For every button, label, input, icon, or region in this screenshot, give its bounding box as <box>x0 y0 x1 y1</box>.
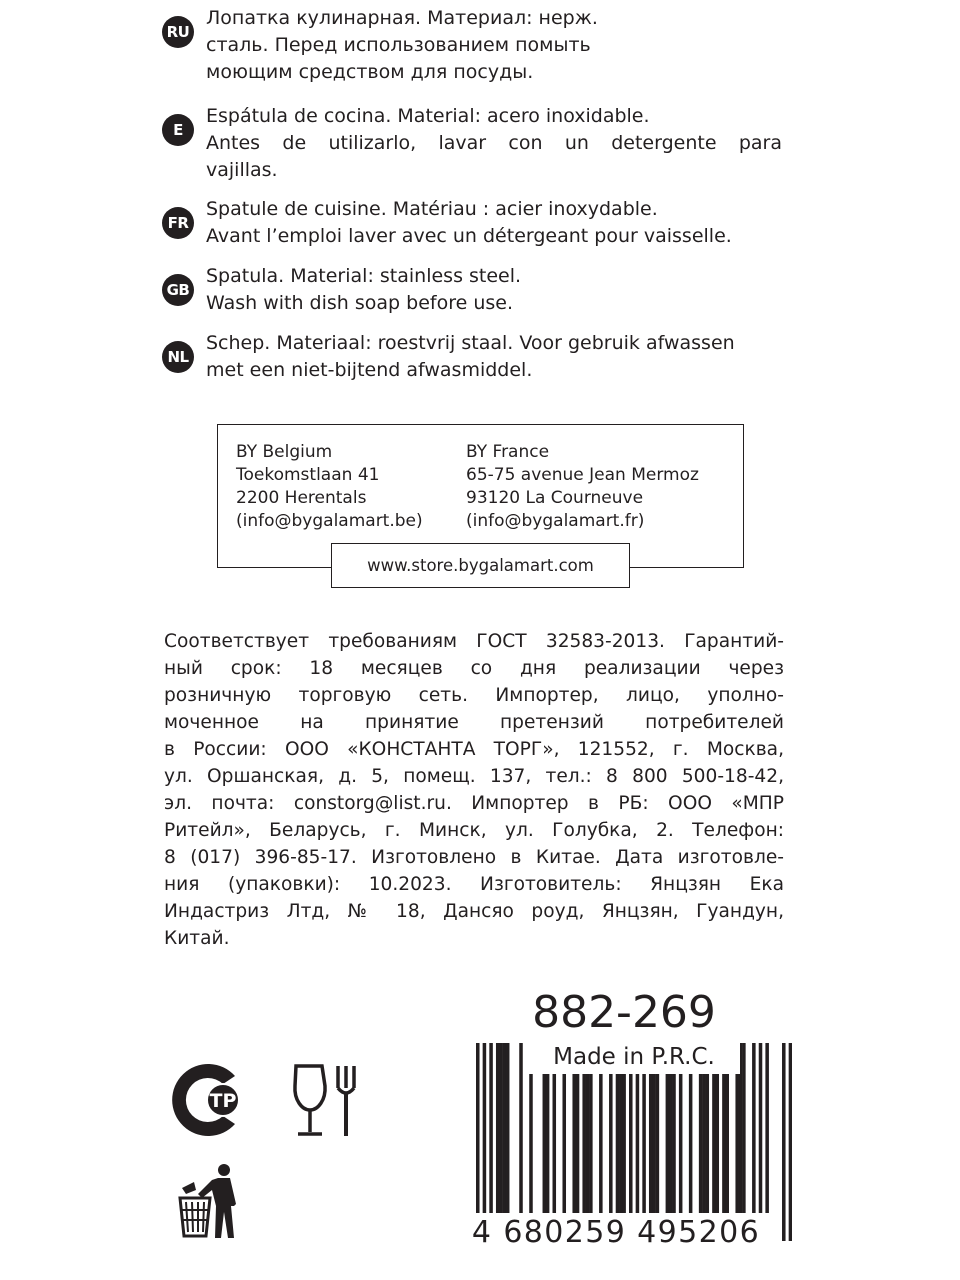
barcode-bar <box>499 1043 503 1215</box>
legal-line: ния (упаковки): 10.2023. Изготовитель: Янцзян Ека <box>164 874 784 895</box>
barcode-digits: 4 680259 495206 <box>458 1213 774 1253</box>
lang-text-ru <box>206 5 786 86</box>
lang-badge-nl: NL <box>162 341 194 373</box>
barcode-bar <box>789 1043 792 1241</box>
address-line: 93120 La Courneuve <box>466 488 644 508</box>
article-number: 882-269 <box>532 987 716 1038</box>
lang-line: Spatula. Material: stainless steel. <box>206 265 522 287</box>
lang-badge-gb: GB <box>162 274 194 306</box>
barcode-bar <box>519 1043 523 1215</box>
legal-line: Индастриз Лтд, № 18, Дансяо роуд, Янцзян, Гуандун, <box>164 901 784 922</box>
barcode-bar <box>782 1043 786 1241</box>
legal-line: Ритейл», Беларусь, г. Минск, ул. Голубка, 2. Телефон: <box>164 820 784 841</box>
lang-badge-es: E <box>162 114 194 146</box>
legal-line: ул. Оршанская, д. 5, помещ. 137, тел.: 8 800 500-18-42, <box>164 766 784 787</box>
eac-ctr-conformity-icon <box>165 1062 255 1138</box>
barcode-bar <box>503 1043 507 1215</box>
barcode-bar <box>489 1043 493 1215</box>
lang-line: Лопатка кулинарная. Материал: нерж. <box>206 7 598 29</box>
barcode-bar <box>483 1043 487 1241</box>
address-line: BY Belgium <box>236 442 333 462</box>
address-line: 65-75 avenue Jean Mermoz <box>466 465 699 485</box>
barcode-bar <box>496 1043 500 1215</box>
made-in-label: Made in P.R.C. <box>528 1040 740 1074</box>
barcode-bar <box>759 1043 763 1215</box>
tidy-man-bin-icon <box>176 1162 246 1242</box>
address-line: 2200 Herentals <box>236 488 367 508</box>
website-url: www.store.bygalamart.com <box>331 543 630 588</box>
address-email: (info@bygalamart.be) <box>236 511 423 531</box>
lang-line: Spatule de cuisine. Matériau : acier inoxydable. <box>206 198 658 220</box>
lang-badge-fr: FR <box>162 207 194 239</box>
legal-line: в России: ООО «КОНСТАНТА ТОРГ», 121552, г. Москва, <box>164 739 784 760</box>
legal-line: ный срок: 18 месяцев со дня реализации через <box>164 658 784 679</box>
legal-text <box>164 628 784 952</box>
address-line: BY France <box>466 442 550 462</box>
barcode-bar <box>506 1043 510 1215</box>
lang-line: сталь. Перед использованием помыть <box>206 34 591 56</box>
address-belgium <box>236 441 423 533</box>
lang-line: Avant l’emploi laver avec un détergeant pour vaisselle. <box>206 225 732 247</box>
lang-text-nl <box>206 330 806 384</box>
legal-line: моченное на принятие претензий потребителей <box>164 712 784 733</box>
address-email: (info@bygalamart.fr) <box>466 511 645 531</box>
glass-fork-food-safe-icon <box>292 1062 360 1140</box>
lang-text-es <box>206 103 786 184</box>
lang-text-fr <box>206 196 786 250</box>
address-line: Toekomstlaan 41 <box>236 465 380 485</box>
barcode-bar <box>752 1043 756 1215</box>
lang-line: vajillas. <box>206 159 278 181</box>
ctr-mark-text: ТР <box>209 1090 237 1112</box>
lang-line: Wash with dish soap before use. <box>206 292 513 314</box>
lang-line: моющим средством для посуды. <box>206 61 534 83</box>
legal-line: Соответствует требованиям ГОСТ 32583-2013. Гарантий- <box>164 631 784 652</box>
legal-line: эл. почта: constorg@list.ru. Импортер в РБ: ООО «МПР <box>164 793 784 814</box>
lang-badge-ru: RU <box>162 16 194 48</box>
lang-line: Antes de utilizarlo, lavar con un detergente para <box>206 132 782 154</box>
legal-line: Китай. <box>164 928 230 949</box>
lang-line: met een niet-bijtend afwasmiddel. <box>206 359 533 381</box>
barcode-bar <box>765 1043 769 1215</box>
legal-line: розничную торговую сеть. Импортер, лицо, уполно- <box>164 685 784 706</box>
lang-line: Espátula de cocina. Material: acero inoxidable. <box>206 105 650 127</box>
lang-line: Schep. Materiaal: roestvrij staal. Voor gebruik afwassen <box>206 332 735 354</box>
address-france <box>466 441 699 533</box>
lang-text-gb <box>206 263 786 317</box>
barcode-bar <box>742 1043 746 1215</box>
legal-line: 8 (017) 396-85-17. Изготовлено в Китае. Дата изготовле- <box>164 847 784 868</box>
barcode-bar <box>476 1043 480 1241</box>
